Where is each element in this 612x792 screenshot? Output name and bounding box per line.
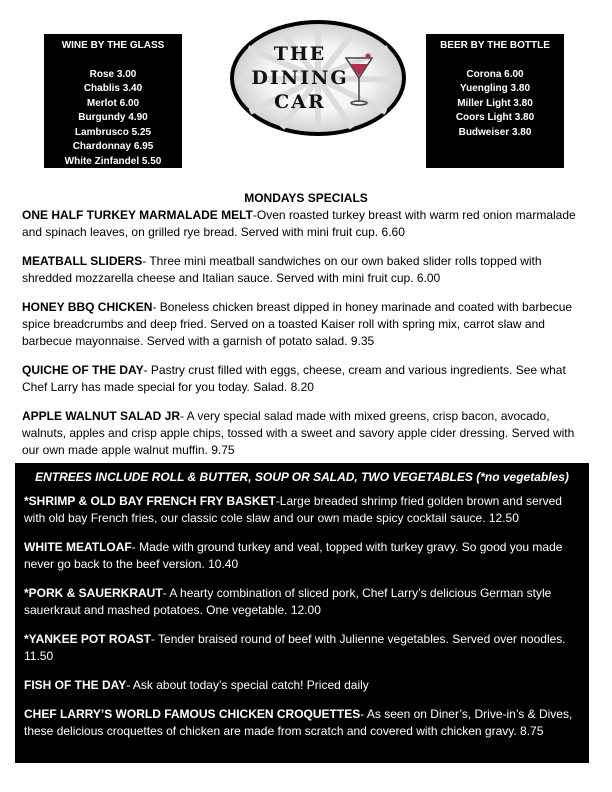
entree-name: *PORK & SAUERKRAUT [24, 586, 163, 600]
special-description: - Three mini meatball sandwiches on our own baked slider rolls topped with shredded mozzarella cheese and Italian sauce. Served with mini fruit cup. 6.00 [22, 254, 542, 285]
entree-description: - Made with ground turkey and veal, topped with turkey gravy. So good you made never go back to the beef version. 10.40 [24, 540, 563, 571]
wine-item: Chablis 3.40 [83, 83, 143, 94]
special-item [22, 408, 590, 459]
entree-item [24, 539, 582, 573]
special-description: - Boneless chicken breast dipped in honey marinade and coated with barbecue spice breadcrumbs and deep fried. Served on a toasted Kaiser roll with spring mix, carrot slaw and barbecue mayonnaise. Served with a garnish of potato salad. 9.35 [22, 300, 573, 348]
special-item [22, 253, 590, 287]
logo-line-dining: DINING [251, 67, 349, 89]
special-description: - Pastry crust filled with eggs, cheese, cream and various ingredients. See what Chef Larry has made special for you today. Salad. 8.20 [22, 363, 566, 394]
special-description: - A very special salad made with mixed greens, crisp bacon, avocado, walnuts, apples and crisp apple chips, tossed with a sweet and savory apple cider dressing. Served with our own made apple walnut muffin. 9.75 [22, 409, 575, 457]
beer-item: Yuengling 3.80 [459, 83, 531, 94]
wine-box-title: WINE BY THE GLASS [61, 40, 165, 51]
wine-item: White Zinfandel 5.50 [64, 155, 162, 167]
wine-item: Lambrusco 5.25 [74, 126, 152, 138]
entree-description: -Large breaded shrimp fried golden brown and served with old bay French fries, our classic cole slaw and our own made spicy cocktail sauce. 12.50 [24, 494, 562, 525]
specials-list [22, 207, 590, 469]
beer-item: Budweiser 3.80 [458, 126, 532, 138]
specials-heading: MONDAYS SPECIALS [244, 191, 368, 205]
entree-list [16, 493, 588, 740]
entree-description: - A hearty combination of sliced pork, Chef Larry’s delicious German style sauerkraut and mashed potatoes. One vegetable. 12.00 [24, 586, 552, 617]
special-item [22, 207, 590, 241]
entree-item [24, 677, 582, 694]
entrees-heading: ENTREES INCLUDE ROLL & BUTTER, SOUP OR SALAD, TWO VEGETABLES (*no vegetables) [35, 470, 569, 484]
entree-description: - Tender braised round of beef with Julienne vegetables. Served over noodles. 11.50 [24, 632, 566, 663]
dining-car-logo [228, 18, 408, 138]
entree-name: CHEF LARRY’S WORLD FAMOUS CHICKEN CROQUETTES [24, 707, 361, 721]
logo-line-car: CAR [274, 91, 326, 113]
special-name: APPLE WALNUT SALAD JR [22, 409, 181, 423]
beer-item: Miller Light 3.80 [457, 97, 533, 109]
wine-item: Merlot 6.00 [86, 97, 140, 109]
special-name: QUICHE OF THE DAY [22, 363, 144, 377]
beer-list [426, 68, 564, 141]
wine-item: Burgundy 4.90 [78, 112, 148, 123]
entree-name: *YANKEE POT ROAST [24, 632, 151, 646]
beer-box-title: BEER BY THE BOTTLE [440, 40, 550, 51]
logo-line-the: THE [273, 43, 327, 65]
wine-list [44, 68, 182, 170]
wine-item: Chardonnay 6.95 [72, 141, 154, 152]
wine-by-the-glass-box [44, 34, 182, 168]
entree-item [24, 493, 582, 527]
entree-item [24, 631, 582, 665]
entrees-box [15, 463, 589, 763]
entree-item [24, 585, 582, 619]
entree-name: *SHRIMP & OLD BAY FRENCH FRY BASKET [24, 494, 276, 508]
entree-name: FISH OF THE DAY [24, 678, 127, 692]
special-name: MEATBALL SLIDERS [22, 254, 143, 268]
entree-description: - As seen on Diner’s, Drive-in’s & Dives, these delicious croquettes of chicken are made from scratch and covered with chicken gravy. 8.75 [24, 707, 573, 738]
entree-item [24, 706, 582, 740]
special-item [22, 362, 590, 396]
beer-item: Corona 6.00 [466, 68, 524, 80]
special-description: -Oven roasted turkey breast with warm red onion marmalade and spinach leaves, on grilled rye bread. Served with mini fruit cup. 6.60 [22, 208, 576, 239]
entree-description: - Ask about today’s special catch! Priced daily [126, 678, 369, 692]
wine-item: Rose 3.00 [89, 68, 137, 80]
beer-by-the-bottle-box [426, 34, 564, 168]
special-name: ONE HALF TURKEY MARMALADE MELT [22, 208, 253, 222]
beer-item: Coors Light 3.80 [455, 112, 535, 123]
special-name: HONEY BBQ CHICKEN [22, 300, 153, 314]
entree-name: WHITE MEATLOAF [24, 540, 132, 554]
special-item [22, 299, 590, 350]
